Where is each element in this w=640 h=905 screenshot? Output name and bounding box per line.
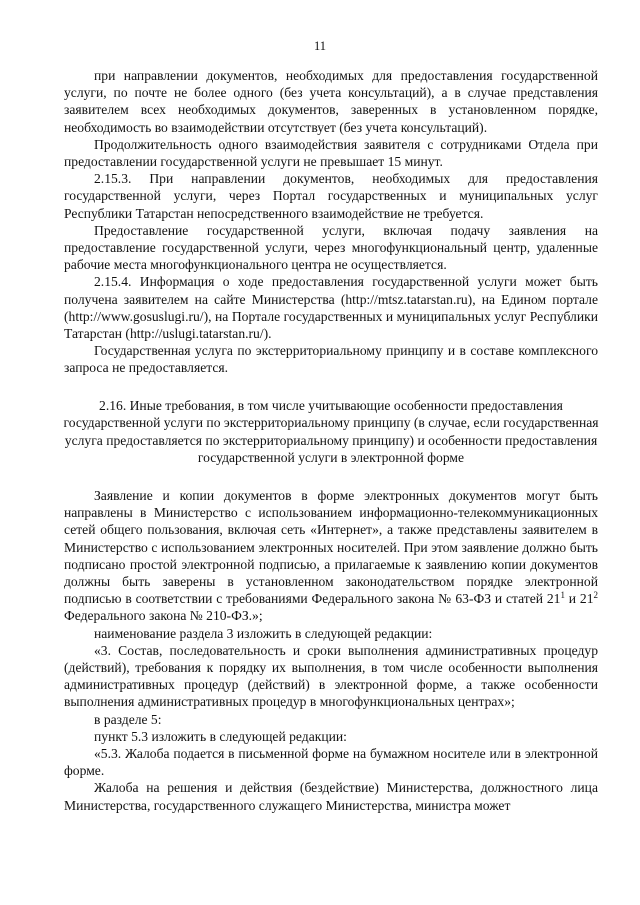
paragraph-5-3: «5.3. Жалоба подается в письменной форме на бумажном носителе или в электронной форме. [64, 746, 598, 779]
paragraph-2-15-3: 2.15.3. При направлении документов, необходимых для предоставления государственной услуги, через Портал государственных и муниципальных услуг Республики Татарстан непосредственного взаимодействие не требуется. [64, 171, 598, 221]
paragraph-extraterritorial: Государственная услуга по экстерриториальному принципу и в составе комплексного запроса не предоставляется. [64, 343, 598, 376]
paragraph-5-3-instruction: пункт 5.3 изложить в следующей редакции: [94, 728, 347, 744]
paragraph-section3-title-instruction: наименование раздела 3 изложить в следующей редакции: [94, 625, 433, 641]
document-body [64, 67, 598, 814]
paragraph-complaint: Жалоба на решения и действия (бездействие) Министерства, должностного лица Министерства, государственного служащего Министерства, министра может [64, 780, 598, 813]
section-heading-2-16: 2.16. Иные требования, в том числе учитывающие особенности предоставления государственной услуги по экстерриториальному принципу (в случае, если государственная услуга предоставляется по экстерриториальному принципу) и особенности предоставления государственной услуги в электронной форме [63, 397, 599, 466]
paragraph-in-section5: в разделе 5: [94, 711, 162, 727]
paragraph-2-15-4: 2.15.4. Информация о ходе предоставления государственной услуги может быть получена заявителем на сайте Министерства (http://mtsz.tatarstan.ru), на Едином портале (http://www.gosuslugi.ru/), на Портале государственных и муниципальных услуг Республики Татарстан (http://uslugi.tatarstan.ru/). [64, 274, 598, 342]
paragraph-mfc-not-provided: Предоставление государственной услуги, включая подачу заявления на предоставление государственной услуги, через многофункциональный центр, удаленные рабочие места многофункционального центра не осуществляется. [64, 222, 598, 273]
paragraph-interaction-duration: Продолжительность одного взаимодействия заявителя с сотрудниками Отдела при предоставлении государственной услуги не превышает 15 минут. [64, 136, 598, 170]
paragraph-section3-title: «3. Состав, последовательность и сроки выполнения административных процедур (действий), требования к порядку их выполнения, в том числе особенности выполнения административных процедур (действий) в электронной форме, а также особенности выполнения административных процедур в многофункциональных центрах»; [64, 642, 598, 710]
paragraph-postal-interaction: при направлении документов, необходимых для предоставления государственной услуги, по почте не более одного (без учета консультаций), а в случае представления заявителем всех необходимых документов, заверенных в установленном порядке, необходимость во взаимодействии отсутствует (без учета консультаций). [64, 68, 598, 135]
page-number: 11 [313, 39, 327, 53]
paragraph-electronic-documents: Заявление и копии документов в форме электронных документов могут быть направлены в Министерство с использованием информационно-телекоммуникационных сетей общего пользования, включая сеть «Интернет», а также представлены заявителем в Министерство с использованием электронных носителей. При этом заявление должно быть подписано простой электронной подписью, а прилагаемые к заявлению копии документов должны быть заверены в установленном законодательством порядке электронной подписью в соответствии с требованиями Федерального закона № 63-ФЗ и статей $21^1$ и $21^2$ Федерального закона № 210-ФЗ.»; [64, 488, 598, 624]
